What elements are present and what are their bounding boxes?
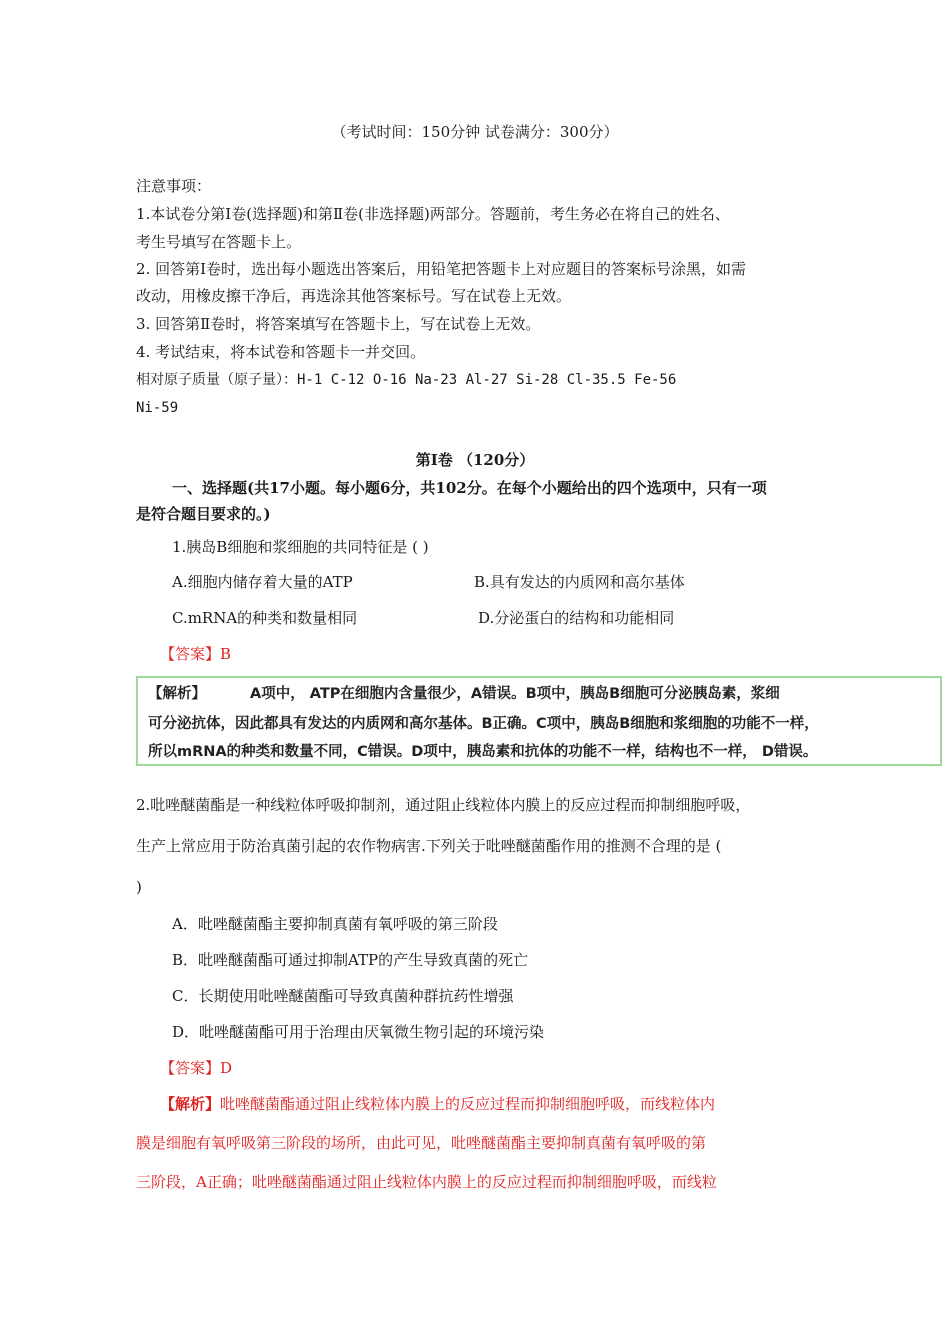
notice-line: 4. 考试结束，将本试卷和答题卡一并交回。 [136, 343, 426, 361]
atomic-mass-line: 相对原子质量（原子量）：H-1 C-12 O-16 Na-23 Al-27 Si-28 Cl-35.5 Fe-56 [136, 372, 677, 388]
question-stem: 1.胰岛B细胞和浆细胞的共同特征是 ( ) [172, 538, 429, 556]
analysis-text: 所以mRNA的种类和数量不同，C错误。D项中，胰岛素和抗体的功能不一样，结构也不一样， D错误。 [148, 744, 818, 760]
analysis-text: 可分泌抗体，因此都具有发达的内质网和高尔基体。B正确。C项中，胰岛B细胞和浆细胞的功能不一样， [148, 716, 819, 732]
notice-line: 改动，用橡皮擦干净后，再选涂其他答案标号。写在试卷上无效。 [136, 287, 572, 305]
notice-title: 注意事项： [136, 177, 212, 195]
section-instruction: 是符合题目要求的。) [136, 505, 271, 523]
atomic-mass-line: Ni-59 [136, 400, 179, 416]
option-d: D．吡唑醚菌酯可用于治理由厌氧微生物引起的环境污染 [172, 1023, 545, 1041]
question-stem: 2.吡唑醚菌酯是一种线粒体呼吸抑制剂，通过阻止线粒体内膜上的反应过程而抑制细胞呼吸， [136, 796, 751, 814]
analysis-label: 【解析】 [160, 1095, 221, 1113]
exam-info: （考试时间：150分钟 试卷满分：300分） [331, 123, 619, 141]
option-d: D.分泌蛋白的结构和功能相同 [478, 609, 675, 627]
option-b: B.具有发达的内质网和高尔基体 [474, 573, 685, 591]
notice-line: 2. 回答第Ⅰ卷时，选出每小题选出答案后，用铅笔把答题卡上对应题目的答案标号涂黑，如需 [136, 260, 747, 278]
analysis-box [136, 676, 942, 766]
option-a: A.细胞内储存着大量的ATP [172, 573, 353, 591]
notice-line: 3. 回答第Ⅱ卷时，将答案填写在答题卡上，写在试卷上无效。 [136, 315, 541, 333]
analysis-text: A项中， ATP在细胞内含量很少，A错误。B项中，胰岛B细胞可分泌胰岛素，浆细 [250, 686, 780, 702]
notice-line: 1.本试卷分第Ⅰ卷(选择题)和第Ⅱ卷(非选择题)两部分。答题前，考生务必在将自己的姓名、 [136, 205, 730, 223]
analysis-text: 膜是细胞有氧呼吸第三阶段的场所，由此可见，吡唑醚菌酯主要抑制真菌有氧呼吸的第 [136, 1134, 707, 1152]
analysis-text: 吡唑醚菌酯通过阻止线粒体内膜上的反应过程而抑制细胞呼吸，而线粒体内 [220, 1095, 716, 1113]
analysis-label: 【解析】 [148, 686, 206, 702]
answer-label: 【答案】D [160, 1059, 233, 1077]
section-title: 第Ⅰ卷 （120分） [415, 451, 535, 469]
question-stem: 生产上常应用于防治真菌引起的农作物病害.下列关于吡唑醚菌酯作用的推测不合理的是 ( [136, 837, 722, 855]
option-b: B．吡唑醚菌酯可通过抑制ATP的产生导致真菌的死亡 [172, 951, 529, 969]
analysis-text: 三阶段，A正确；吡唑醚菌酯通过阻止线粒体内膜上的反应过程而抑制细胞呼吸，而线粒 [136, 1173, 717, 1191]
option-a: A．吡唑醚菌酯主要抑制真菌有氧呼吸的第三阶段 [172, 915, 498, 933]
option-c: C．长期使用吡唑醚菌酯可导致真菌种群抗药性增强 [172, 987, 514, 1005]
option-c: C.mRNA的种类和数量相同 [172, 609, 358, 627]
question-stem: ) [136, 878, 142, 896]
answer-label: 【答案】B [160, 645, 232, 663]
section-instruction: 一、选择题(共17小题。每小题6分，共102分。在每个小题给出的四个选项中，只有一项 [172, 479, 767, 497]
notice-line: 考生号填写在答题卡上。 [136, 233, 302, 251]
